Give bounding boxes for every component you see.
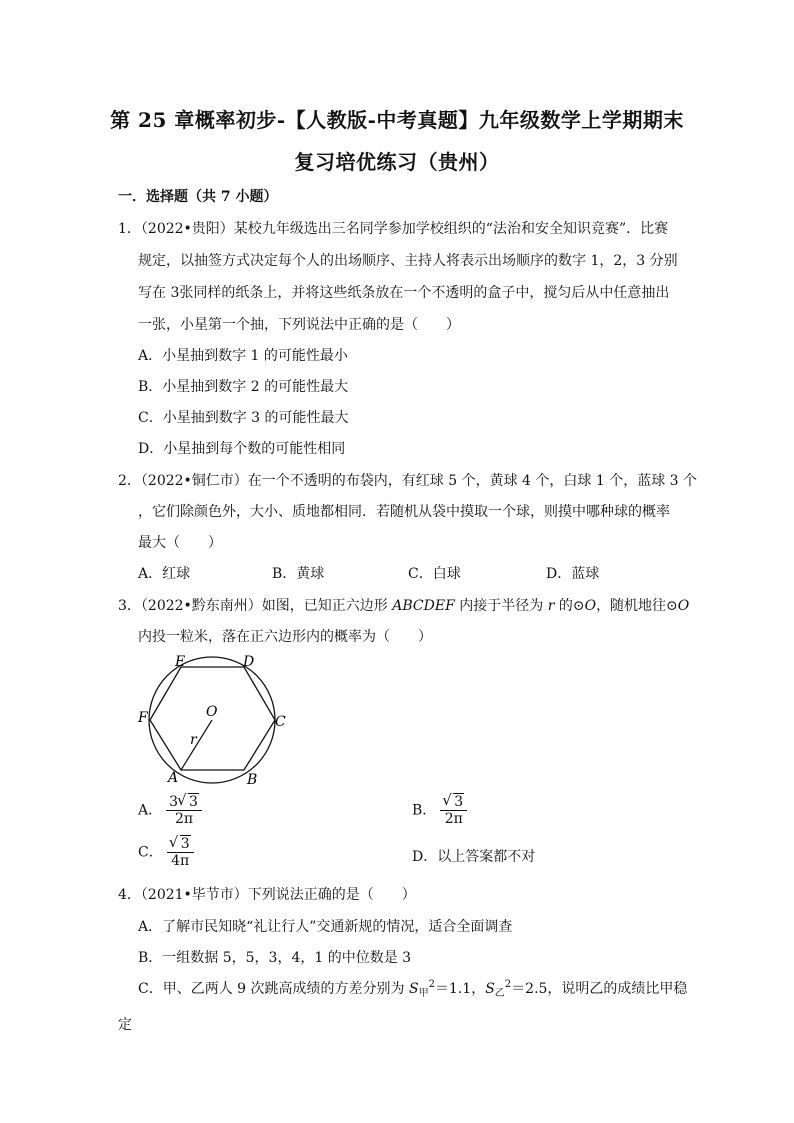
q3-line-1-text-a: 3．（2022•黔东南州）如图，已知正六边形 [118, 598, 393, 614]
q4-option-c-continued: 定 [118, 1017, 132, 1033]
q4-variance-s2: S [485, 981, 495, 997]
q3-option-a [138, 794, 202, 827]
q1-option-c: C．小星抽到数字 3 的可能性最大 [138, 410, 349, 426]
q4-subscript-jia: 甲 [418, 988, 429, 999]
q3-option-c-prefix: C． [138, 844, 163, 861]
q4-option-c [138, 978, 687, 999]
q4-superscript-2: 2 [504, 979, 512, 990]
q3-option-b-denominator: 2π [444, 811, 463, 827]
q3-line-1-text-c: 内接于半径为 [454, 598, 548, 614]
q3-line-1 [118, 595, 689, 615]
q3-option-b-prefix: B． [412, 802, 437, 819]
q4-superscript-1: 2 [428, 979, 435, 990]
document-title-line-2: 复习培优练习（贵州） [294, 150, 500, 174]
q3-option-c-denominator: 4π [171, 853, 190, 869]
q1-line-2: 规定，以抽签方式决定每个人的出场顺序、主持人将表示出场顺序的数字 1，2，3 分别 [138, 253, 678, 269]
label-f: F [138, 710, 148, 726]
q4-option-c-text-c: ＝2.5，说明乙的成绩比甲稳 [511, 981, 688, 997]
q3-line-2: 内投一粒米，落在正六边形内的概率为（ ） [138, 629, 432, 645]
document-title-line-1: 第 25 章概率初步-【人教版-中考真题】九年级数学上学期期末 [110, 108, 684, 132]
q2-line-2: ，它们除颜色外，大小、质地都相同．若随机从袋中摸取一个球，则摸中哪种球的概率 [138, 504, 670, 520]
q3-option-c-radicand: 3 [180, 836, 190, 852]
q2-option-a: A．红球 [138, 566, 191, 582]
q3-line-1-text-e: 的⊙ [554, 598, 585, 614]
q3-option-a-coef: 3 [169, 794, 179, 810]
q3-option-a-radicand: 3 [189, 794, 198, 810]
q2-option-b: B．黄球 [272, 566, 325, 582]
q3-option-a-prefix: A． [138, 802, 163, 819]
q3-circle-center-1: O [584, 598, 597, 614]
q3-radius-var: r [547, 598, 555, 614]
q3-option-c-fraction [167, 836, 194, 869]
q3-option-b [412, 794, 467, 827]
section-heading: 一．选择题（共 7 小题） [118, 189, 278, 205]
label-b: B [247, 772, 258, 788]
q1-option-d: D．小星抽到每个数的可能性相同 [138, 441, 346, 457]
q1-line-1: 1．（2022•贵阳）某校九年级选出三名同学参加学校组织的“法治和安全知识竞赛”．比赛 [118, 221, 669, 237]
q3-line-1-text-g: ，随机地往⊙ [596, 598, 678, 614]
q4-line-1: 4．（2021•毕节市）下列说法正确的是（ ） [118, 887, 416, 903]
q3-circle-center-2: O [677, 598, 690, 614]
q3-option-b-fraction [440, 794, 467, 827]
q4-variance-s1: S [408, 981, 419, 997]
q3-option-a-fraction [166, 794, 202, 827]
q2-line-1: 2．（2022•铜仁市）在一个不透明的布袋内，有红球 5 个，黄球 4 个，白球 1 个，蓝球 3 个 [118, 473, 698, 489]
label-d: D [243, 654, 255, 670]
q2-option-c: C．白球 [408, 566, 461, 582]
label-r: r [190, 732, 197, 748]
q4-option-c-text-b: ＝1.1， [434, 981, 486, 997]
q4-option-a: A．了解市民知晓“礼让行人”交通新规的情况，适合全面调查 [138, 919, 513, 935]
q3-option-c [138, 836, 194, 869]
q3-hexagon-name: ABCDEF [392, 598, 455, 614]
label-a: A [168, 770, 179, 786]
label-e: E [175, 654, 186, 670]
q2-line-3: 最大（ ） [138, 535, 222, 551]
q4-option-b: B．一组数据 5，5，3，4，1 的中位数是 3 [138, 950, 412, 966]
q1-line-3: 写在 3张同样的纸条上，并将这些纸条放在一个不透明的盒子中，搅匀后从中任意抽出 [138, 285, 670, 301]
q4-subscript-yi: 乙 [494, 988, 505, 999]
q2-option-d: D．蓝球 [546, 566, 600, 582]
q3-option-a-denominator: 2π [174, 811, 194, 827]
q3-option-b-radicand: 3 [454, 794, 464, 810]
q3-figure [134, 648, 294, 790]
label-o: O [206, 704, 218, 720]
q3-option-d: D．以上答案都不对 [412, 849, 536, 865]
label-c: C [275, 714, 286, 730]
q1-option-b: B．小星抽到数字 2 的可能性最大 [138, 379, 349, 395]
q1-line-4: 一张，小星第一个抽，下列说法中正确的是（ ） [138, 317, 460, 333]
q4-option-c-text-a: C．甲、乙两人 9 次跳高成绩的方差分别为 [138, 981, 409, 997]
q1-option-a: A．小星抽到数字 1 的可能性最小 [138, 348, 348, 364]
